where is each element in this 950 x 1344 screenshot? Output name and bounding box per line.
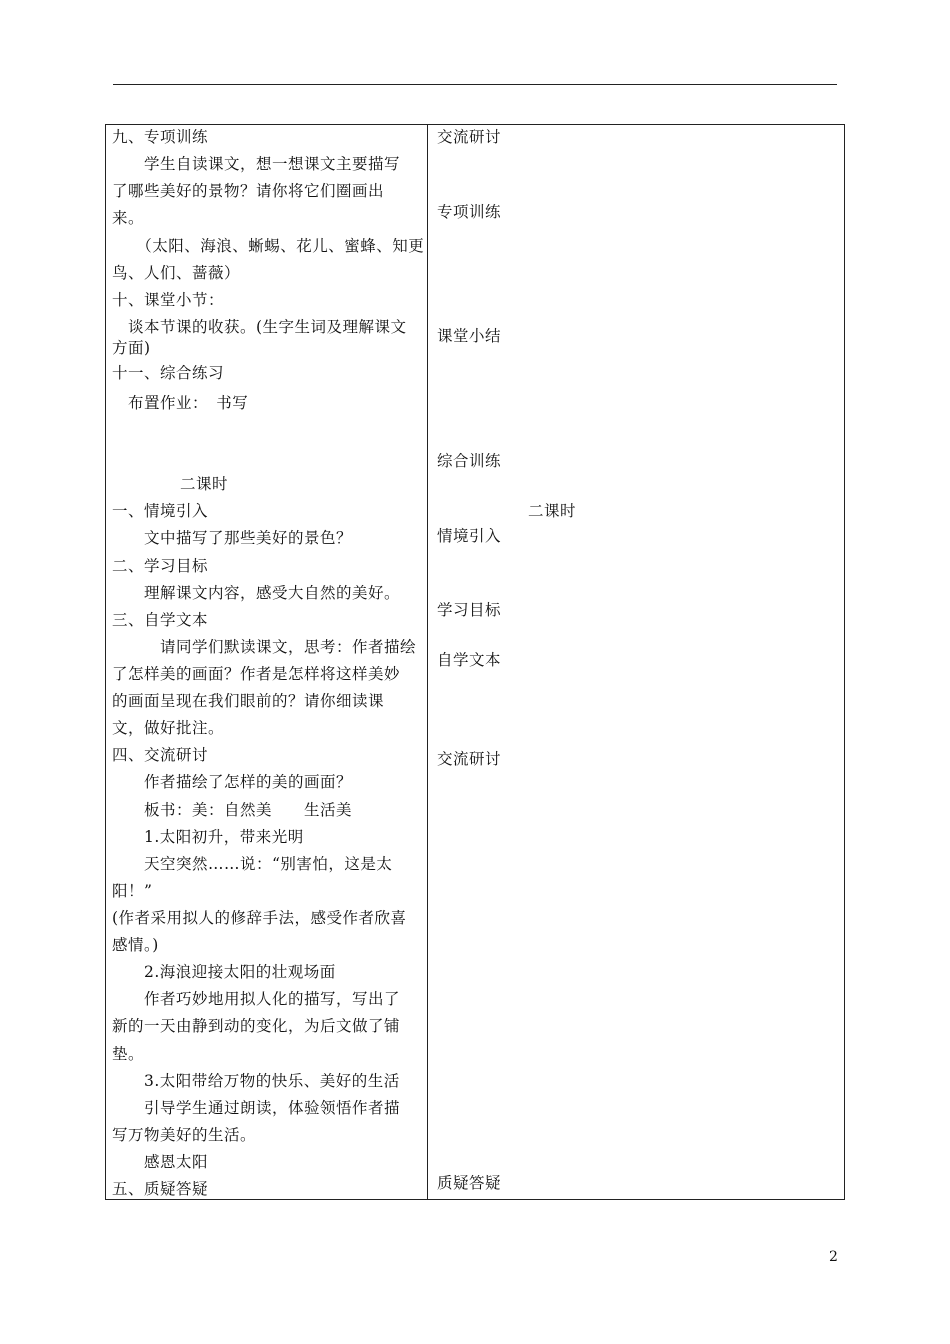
intent-label: 专项训练 bbox=[437, 203, 502, 221]
content-line: 文中描写了那些美好的景色？ bbox=[112, 529, 353, 547]
intent-label: 课堂小结 bbox=[437, 327, 502, 345]
content-line: 来。 bbox=[112, 209, 145, 227]
intent-label-second-lesson: 二课时 bbox=[528, 502, 577, 520]
intent-label: 情境引入 bbox=[437, 527, 502, 545]
intent-label: 质疑答疑 bbox=[437, 1174, 502, 1192]
intent-label: 交流研讨 bbox=[437, 128, 502, 146]
content-line: 学生自读课文，想一想课文主要描写 bbox=[112, 155, 401, 173]
content-line: 了哪些美好的景物？请你将它们圈画出 bbox=[112, 182, 385, 200]
content-line: （太阳、海浪、蜥蜴、花儿、蜜蜂、知更 bbox=[112, 237, 425, 255]
content-line: 十一、综合练习 bbox=[112, 364, 225, 382]
column-divider bbox=[427, 124, 428, 1200]
content-line: 一、情境引入 bbox=[112, 502, 209, 520]
content-line: 鸟、人们、蔷薇） bbox=[112, 264, 241, 282]
content-line: 感情。) bbox=[112, 936, 159, 954]
content-line: 三、自学文本 bbox=[112, 611, 209, 629]
content-line: 1.太阳初升，带来光明 bbox=[112, 828, 304, 846]
content-line: 引导学生通过朗读，体验领悟作者描 bbox=[112, 1099, 401, 1117]
content-line: 天空突然……说：“别害怕，这是太 bbox=[112, 855, 393, 873]
content-line: 作者巧妙地用拟人化的描写，写出了 bbox=[112, 990, 401, 1008]
intent-label: 自学文本 bbox=[437, 651, 502, 669]
content-line: 四、交流研讨 bbox=[112, 746, 209, 764]
content-line: 感恩太阳 bbox=[112, 1153, 209, 1171]
content-line: 谈本节课的收获。(生字生词及理解课文 bbox=[112, 318, 407, 336]
section-heading-second-lesson: 二课时 bbox=[180, 475, 229, 493]
intent-label: 学习目标 bbox=[437, 601, 502, 619]
content-line: 写万物美好的生活。 bbox=[112, 1126, 257, 1144]
content-line: 文，做好批注。 bbox=[112, 719, 225, 737]
content-line: 板书：美：自然美 生活美 bbox=[112, 801, 353, 819]
content-line: 2.海浪迎接太阳的壮观场面 bbox=[112, 963, 336, 981]
content-line: 3.太阳带给万物的快乐、美好的生活 bbox=[112, 1072, 400, 1090]
content-line: 二、学习目标 bbox=[112, 557, 209, 575]
content-line: 阳！” bbox=[112, 882, 153, 900]
content-line: (作者采用拟人的修辞手法，感受作者欣喜 bbox=[112, 909, 407, 927]
content-line: 了怎样美的画面？作者是怎样将这样美妙 bbox=[112, 665, 401, 683]
content-line: 五、质疑答疑 bbox=[112, 1180, 209, 1198]
page-number: 2 bbox=[829, 1249, 838, 1265]
intent-label: 交流研讨 bbox=[437, 750, 502, 768]
content-line: 作者描绘了怎样的美的画面？ bbox=[112, 773, 353, 791]
content-line: 十、课堂小节： bbox=[112, 291, 225, 309]
content-line: 的画面呈现在我们眼前的？请你细读课 bbox=[112, 692, 385, 710]
content-line: 理解课文内容，感受大自然的美好。 bbox=[112, 584, 401, 602]
content-line: 新的一天由静到动的变化，为后文做了铺 bbox=[112, 1017, 401, 1035]
content-line: 布置作业： 书写 bbox=[112, 394, 249, 412]
content-line: 方面) bbox=[112, 339, 151, 357]
content-line: 九、专项训练 bbox=[112, 128, 209, 146]
content-line: 垫。 bbox=[112, 1045, 145, 1063]
content-line: 请同学们默读课文，思考：作者描绘 bbox=[112, 638, 417, 656]
intent-label: 综合训练 bbox=[437, 452, 502, 470]
header-rule bbox=[113, 84, 837, 85]
